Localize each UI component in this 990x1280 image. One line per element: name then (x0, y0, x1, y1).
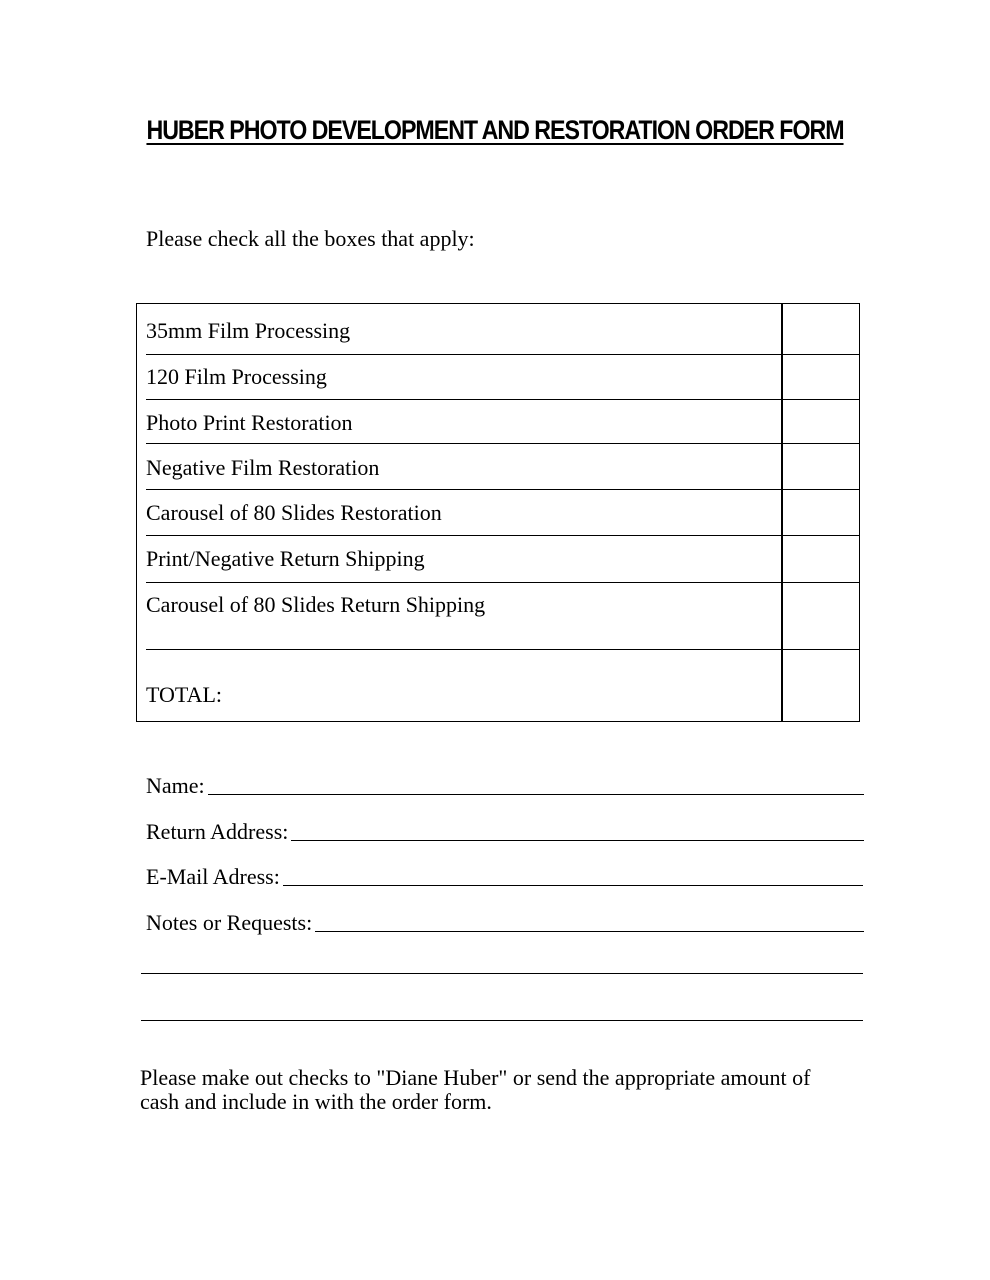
notes-field[interactable] (146, 910, 864, 936)
row-divider (146, 582, 781, 583)
checkbox-photo-print[interactable] (783, 400, 859, 443)
instruction-text: Please check all the boxes that apply: (146, 226, 475, 251)
service-label-35mm: 35mm Film Processing (146, 318, 351, 343)
notes-line-3[interactable] (141, 1020, 863, 1021)
service-label-120: 120 Film Processing (146, 364, 327, 389)
notes-label: Notes or Requests: (146, 910, 313, 935)
notes-line[interactable] (315, 931, 864, 932)
checkbox-carousel-restoration[interactable] (783, 490, 859, 535)
total-label: TOTAL: (146, 682, 223, 707)
row-divider (146, 535, 781, 536)
checkbox-carousel-return[interactable] (783, 583, 859, 650)
row-divider (146, 649, 781, 650)
row-divider (146, 399, 781, 400)
email-field[interactable] (146, 864, 863, 890)
services-table (136, 303, 860, 722)
row-divider (146, 489, 781, 490)
return-address-label: Return Address: (146, 819, 289, 844)
name-line[interactable] (208, 794, 864, 795)
notes-line-2[interactable] (141, 973, 863, 974)
email-label: E-Mail Adress: (146, 864, 280, 889)
return-address-field[interactable] (146, 819, 864, 845)
service-label-print-return: Print/Negative Return Shipping (146, 546, 425, 571)
service-label-carousel-return: Carousel of 80 Slides Return Shipping (146, 592, 486, 617)
checkbox-negative[interactable] (783, 444, 859, 489)
return-address-line[interactable] (291, 840, 864, 841)
row-divider (146, 354, 781, 355)
name-label: Name: (146, 773, 205, 798)
service-label-carousel-restoration: Carousel of 80 Slides Restoration (146, 500, 442, 525)
checkbox-print-return[interactable] (783, 536, 859, 582)
name-field[interactable] (146, 773, 864, 799)
service-label-negative: Negative Film Restoration (146, 455, 380, 480)
checkbox-120[interactable] (783, 355, 859, 399)
total-box[interactable] (783, 650, 859, 720)
email-line[interactable] (283, 885, 863, 886)
service-label-photo-print: Photo Print Restoration (146, 410, 353, 435)
checkbox-35mm[interactable] (783, 304, 859, 354)
payment-instructions: Please make out checks to "Diane Huber" or send the appropriate amount of cash and include in with the order form. (140, 1065, 811, 1114)
row-divider (146, 443, 781, 444)
form-title: HUBER PHOTO DEVELOPMENT AND RESTORATION ORDER FORM (146, 115, 844, 145)
